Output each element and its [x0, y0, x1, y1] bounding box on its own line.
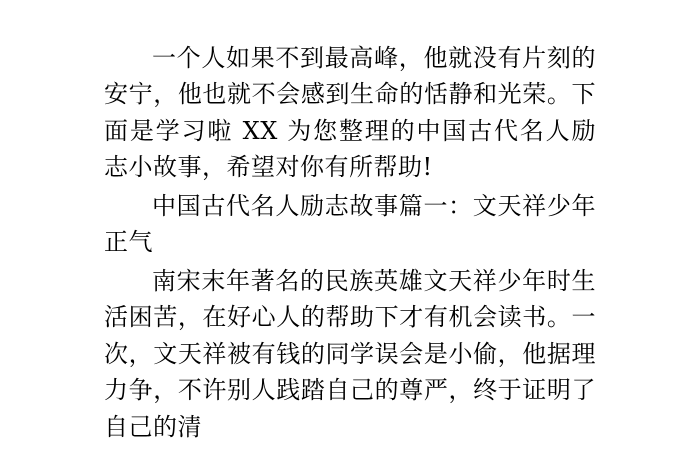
paragraph-section-heading: 中国古代名人励志故事篇一：文天祥少年正气 — [104, 191, 596, 257]
paragraph-intro: 一个人如果不到最高峰，他就没有片刻的安宁，他也就不会感到生命的恬静和光荣。下面是学习啦 XX 为您整理的中国古代名人励志小故事，希望对你有所帮助! — [104, 44, 596, 182]
document-body — [104, 40, 596, 445]
paragraph-story-body: 南宋末年著名的民族英雄文天祥少年时生活困苦，在好心人的帮助下才有机会读书。一次，文天祥被有钱的同学误会是小偷，他据理力争，不许别人践踏自己的尊严，终于证明了自己的清 — [104, 266, 596, 441]
